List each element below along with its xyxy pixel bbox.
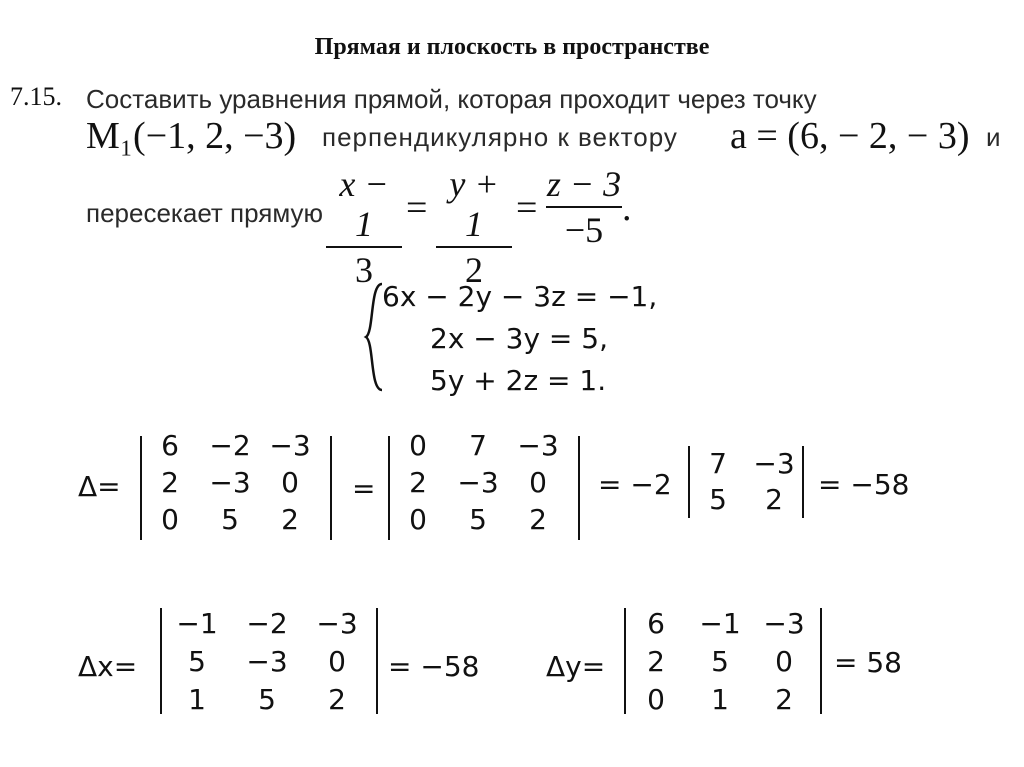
problem-text-and: и [986, 122, 1001, 152]
delta-m1-cell: −2 [209, 429, 251, 462]
fraction-2-den: 2 [465, 250, 483, 290]
delta-m1-cell: 2 [281, 503, 299, 536]
problem-text-3: пересекает прямую [86, 198, 324, 228]
delta-y-m-cell: −3 [763, 607, 805, 640]
delta-y-m-cell: 2 [775, 683, 793, 716]
delta-m3-cell: 2 [765, 483, 783, 516]
delta-x-m-cell: −3 [316, 607, 358, 640]
problem-text-1: Составить уравнения прямой, которая проходит через точку [86, 84, 817, 114]
delta-y-label [546, 650, 605, 683]
delta-m3-cell: 5 [709, 483, 727, 516]
delta-m1-cell: −3 [209, 466, 251, 499]
delta-x-m-cell: −1 [176, 607, 218, 640]
delta-x-result: = −58 [388, 650, 480, 683]
fraction-period: . [622, 187, 632, 229]
fraction-bar [546, 206, 622, 208]
delta-m1-cell: 0 [161, 503, 179, 536]
det-bar-right [376, 608, 378, 714]
delta-m2-cell: 0 [409, 503, 427, 536]
delta-m2-cell: 7 [469, 429, 487, 462]
fraction-1 [326, 164, 402, 290]
page-title: Прямая и плоскость в пространстве [314, 34, 710, 60]
delta-m3-cell: −3 [753, 447, 795, 480]
delta-x-m-cell: −2 [246, 607, 288, 640]
delta-y-m-cell: 2 [647, 645, 665, 678]
fraction-1-num: x − 1 [339, 164, 389, 244]
delta-equals: = [352, 472, 376, 505]
delta-m1-cell: 5 [221, 503, 239, 536]
delta-x-m-cell: 1 [188, 683, 206, 716]
delta-m2-cell: 5 [469, 503, 487, 536]
fraction-3-den: −5 [564, 210, 604, 250]
fraction-2-num: y + 1 [449, 164, 499, 244]
delta-label: Δ= [78, 470, 121, 503]
delta-factor: = −2 [598, 468, 672, 501]
delta-m1-cell: 0 [281, 466, 299, 499]
det-bar-right [802, 446, 804, 518]
delta-m2-cell: 2 [409, 466, 427, 499]
delta-m2-cell: 0 [529, 466, 547, 499]
delta-x-m-cell: 0 [328, 645, 346, 678]
delta-x-m-cell: 5 [188, 645, 206, 678]
fraction-bar [436, 246, 512, 248]
system-eq-3: 5y + 2z = 1. [430, 364, 607, 397]
delta-y-m-cell: 1 [711, 683, 729, 716]
fraction-2 [436, 164, 512, 290]
point-m1: M₁(−1, 2, −3) [86, 115, 297, 157]
det-bar-right [820, 608, 822, 714]
delta-x-label [78, 650, 137, 683]
delta-result: = −58 [818, 468, 910, 501]
delta-m1-cell: 2 [161, 466, 179, 499]
delta-x-label-text: Δx= [78, 650, 138, 683]
fraction-bar [326, 246, 402, 248]
system-eq-1: 6x − 2y − 3z = −1, [382, 280, 658, 313]
equals-1: = [406, 187, 428, 229]
equals-2: = [516, 187, 538, 229]
delta-y-m-cell: −1 [699, 607, 741, 640]
delta-m2-cell: 0 [409, 429, 427, 462]
fraction-3 [546, 164, 622, 250]
problem-number: 7.15. [10, 82, 62, 111]
delta-m1-cell: −3 [269, 429, 311, 462]
delta-y-m-cell: 6 [647, 607, 665, 640]
delta-y-label-text: Δy= [546, 650, 606, 683]
det-bar-right [330, 436, 332, 540]
problem-line-1 [86, 84, 998, 115]
delta-m2-cell: 2 [529, 503, 547, 536]
delta-m2-cell: −3 [517, 429, 559, 462]
delta-x-m-cell: 2 [328, 683, 346, 716]
det-bar-right [578, 436, 580, 540]
delta-x-m-cell: 5 [258, 683, 276, 716]
system-eq-2: 2x − 3y = 5, [430, 322, 609, 355]
fraction-1-den: 3 [355, 250, 373, 290]
delta-x-m-cell: −3 [246, 645, 288, 678]
fraction-3-num: z − 3 [546, 164, 622, 204]
problem-text-2: перпендикулярно к вектору [322, 122, 678, 152]
delta-y-result: = 58 [834, 646, 902, 679]
delta-y-m-cell: 0 [775, 645, 793, 678]
delta-m2-cell: −3 [457, 466, 499, 499]
delta-m3-cell: 7 [709, 447, 727, 480]
delta-m1-cell: 6 [161, 429, 179, 462]
vector-a: a = (6, − 2, − 3) [730, 115, 970, 157]
delta-y-m-cell: 5 [711, 645, 729, 678]
delta-y-m-cell: 0 [647, 683, 665, 716]
